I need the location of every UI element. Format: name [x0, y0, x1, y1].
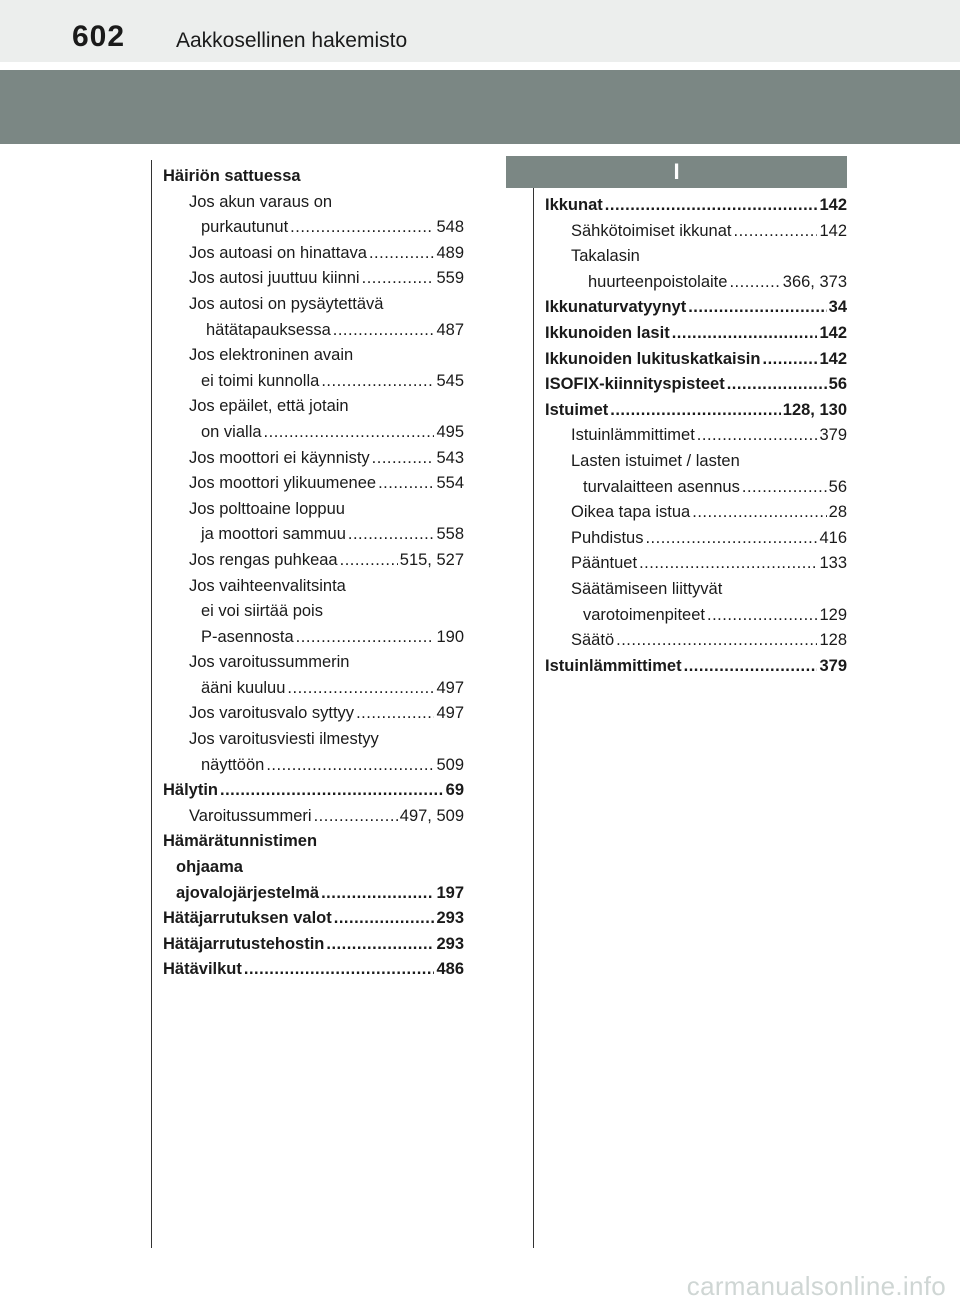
dot-leader — [266, 753, 434, 779]
index-entry-page: 558 — [436, 525, 464, 544]
index-entry — [163, 778, 464, 804]
index-entry — [163, 266, 464, 292]
dot-leader — [742, 475, 827, 501]
index-entry — [163, 446, 464, 472]
index-entry-page: 489 — [436, 243, 464, 262]
index-entry — [163, 548, 464, 574]
index-entry — [163, 164, 464, 190]
index-entry — [545, 603, 847, 629]
index-entry — [163, 369, 464, 395]
dot-leader — [372, 446, 435, 472]
dot-leader — [610, 398, 781, 424]
index-entry-text: näyttöön — [201, 755, 265, 774]
index-entry-page: 487 — [436, 320, 464, 339]
index-entry-page: 142 — [819, 349, 847, 368]
index-entry — [163, 804, 464, 830]
index-entry-page: 379 — [819, 656, 847, 675]
index-entry — [163, 625, 464, 651]
index-entry-text: Istuimet — [545, 400, 609, 419]
index-entry — [545, 628, 847, 654]
index-entry — [163, 318, 464, 344]
index-entry-text: Jos autoasi on hinattava — [189, 243, 367, 262]
index-entry — [163, 676, 464, 702]
index-entry — [545, 270, 847, 296]
dot-leader — [220, 778, 444, 804]
dot-leader — [707, 603, 817, 629]
page-header — [0, 0, 960, 62]
index-entry-page: 497 — [436, 678, 464, 697]
index-entry-page: 497 — [436, 704, 464, 723]
index-entry-text: ei voi siirtää pois — [201, 602, 323, 621]
index-entry — [545, 347, 847, 373]
index-entry-text: Jos moottori ylikuumenee — [189, 474, 377, 493]
index-entry — [163, 650, 464, 676]
index-entry-page: 486 — [436, 960, 464, 979]
index-entry — [545, 449, 847, 475]
dot-leader — [244, 957, 435, 983]
dot-leader — [605, 193, 818, 219]
index-entry — [545, 423, 847, 449]
index-entry-text: Ikkunat — [545, 196, 603, 214]
index-entry-text: varotoimenpiteet — [583, 605, 705, 624]
index-entry-page: 197 — [436, 883, 464, 902]
index-entry-text: Jos autosi on pysäytettävä — [189, 294, 384, 313]
dot-leader — [369, 241, 435, 267]
index-entry-text: Hätäjarrutustehostin — [163, 934, 325, 953]
index-entry — [545, 244, 847, 270]
dot-leader — [296, 625, 435, 651]
index-entry — [163, 753, 464, 779]
dot-leader — [639, 551, 817, 577]
index-entry-text: Jos varoitusviesti ilmestyy — [189, 730, 379, 749]
dot-leader — [762, 347, 817, 373]
dot-leader — [692, 500, 826, 526]
index-entry — [163, 855, 464, 881]
index-entry — [545, 372, 847, 398]
dot-leader — [734, 219, 818, 245]
index-entry-text: Oikea tapa istua — [571, 503, 691, 522]
index-entry-page: 497, 509 — [399, 806, 464, 825]
index-entry — [545, 577, 847, 603]
index-entry-text: Jos epäilet, että jotain — [189, 397, 349, 416]
index-entry-page: 142 — [819, 323, 847, 342]
dot-leader — [287, 676, 434, 702]
header-banner — [0, 70, 960, 144]
index-entry — [163, 497, 464, 523]
index-entry-text: Jos elektroninen avain — [189, 346, 354, 365]
index-entry-page: 128 — [819, 631, 847, 650]
index-entry — [163, 190, 464, 216]
index-entry-text: on vialla — [201, 422, 262, 441]
index-entry-text: Jos vaihteenvalitsinta — [189, 576, 346, 595]
dot-leader — [348, 522, 435, 548]
index-entry-page: 416 — [819, 528, 847, 547]
index-entry — [545, 654, 847, 680]
index-entry — [163, 471, 464, 497]
dot-leader — [326, 932, 434, 958]
index-entry-page: 293 — [436, 934, 464, 953]
index-entry-page: 495 — [436, 422, 464, 441]
index-entry-page: 366, 373 — [782, 272, 847, 291]
index-entry — [545, 526, 847, 552]
dot-leader — [314, 804, 398, 830]
dot-leader — [333, 318, 435, 344]
index-column-left — [163, 164, 464, 983]
index-entry-page: 142 — [819, 221, 847, 240]
index-entry — [163, 574, 464, 600]
index-entry — [545, 321, 847, 347]
index-entry — [163, 215, 464, 241]
index-entry — [163, 881, 464, 907]
index-entry-text: Sähkötoimiset ikkunat — [571, 221, 732, 240]
dot-leader — [321, 881, 434, 907]
index-entry-page: 548 — [436, 218, 464, 237]
index-entry-text: ei toimi kunnolla — [201, 371, 320, 390]
index-entry — [163, 420, 464, 446]
index-entry-text: Ikkunoiden lukituskatkaisin — [545, 349, 761, 368]
index-entry-text: ISOFIX-kiinnityspisteet — [545, 375, 725, 394]
dot-leader — [378, 471, 434, 497]
section-letter-header: I — [506, 156, 847, 188]
index-entry-text: hätätapauksessa — [206, 320, 331, 339]
dot-leader — [616, 628, 817, 654]
index-entry — [163, 394, 464, 420]
index-entry — [163, 343, 464, 369]
index-entry — [545, 295, 847, 321]
index-entry-page: 545 — [436, 371, 464, 390]
index-entry-text: Lasten istuimet / lasten — [571, 451, 740, 470]
index-entry-text: Puhdistus — [571, 528, 644, 547]
dot-leader — [340, 548, 398, 574]
index-entry-text: Jos rengas puhkeaa — [189, 550, 338, 569]
index-entry-page: 28 — [828, 503, 847, 522]
index-entry-text: Hälytin — [163, 781, 219, 800]
index-entry-text: P-asennosta — [201, 627, 294, 646]
page-title: Aakkosellinen hakemisto — [176, 29, 408, 52]
index-entry-text: Hätävilkut — [163, 960, 242, 979]
index-entry-page: 543 — [436, 448, 464, 467]
index-entry-page: 142 — [819, 196, 847, 214]
index-entry — [163, 829, 464, 855]
dot-leader — [356, 701, 434, 727]
index-entry-text: Säätö — [571, 631, 615, 650]
index-entry-page: 128, 130 — [782, 400, 847, 419]
index-entry — [163, 932, 464, 958]
dot-leader — [321, 369, 434, 395]
dot-leader — [334, 906, 435, 932]
index-entry-page: 293 — [436, 909, 464, 928]
index-entry-page: 56 — [828, 375, 847, 394]
index-entry-text: Varoitussummeri — [189, 806, 312, 825]
index-entry — [163, 957, 464, 983]
column-divider-middle — [533, 160, 534, 1248]
index-entry — [163, 727, 464, 753]
dot-leader — [688, 295, 826, 321]
index-entry-text: ja moottori sammuu — [201, 525, 346, 544]
index-entry-page: 509 — [436, 755, 464, 774]
index-entry-text: Jos autosi juuttuu kiinni — [189, 269, 360, 288]
dot-leader — [672, 321, 818, 347]
index-entry-text: Jos polttoaine loppuu — [189, 499, 345, 518]
index-entry-text: Takalasin — [571, 247, 640, 266]
index-entry-page: 379 — [819, 426, 847, 445]
dot-leader — [645, 526, 817, 552]
index-entry-text: Jos akun varaus on — [189, 192, 333, 211]
dot-leader — [727, 372, 827, 398]
index-entry-text: Häiriön sattuessa — [163, 167, 301, 185]
index-entry-page: 554 — [436, 474, 464, 493]
index-entry-text: Ikkunoiden lasit — [545, 323, 670, 342]
index-entry — [163, 599, 464, 625]
index-entry — [163, 522, 464, 548]
index-entry-text: Istuinlämmittimet — [545, 656, 682, 675]
dot-leader — [684, 654, 818, 680]
index-entry-page: 34 — [828, 298, 847, 317]
index-entry-page: 129 — [819, 605, 847, 624]
index-entry-text: ajovalojärjestelmä — [176, 883, 320, 902]
dot-leader — [290, 215, 434, 241]
index-entry-text: ääni kuuluu — [201, 678, 286, 697]
index-entry-page: 133 — [819, 554, 847, 573]
index-entry-text: Istuinlämmittimet — [571, 426, 695, 445]
dot-leader — [697, 423, 818, 449]
index-entry — [545, 475, 847, 501]
index-entry-text: Jos moottori ei käynnisty — [189, 448, 370, 467]
index-entry — [545, 500, 847, 526]
index-entry-text: huurteenpoistolaite — [588, 272, 728, 291]
dot-leader — [264, 420, 435, 446]
index-entry — [163, 292, 464, 318]
index-entry-text: ohjaama — [176, 858, 243, 877]
index-entry-text: Jos varoitusvalo syttyy — [189, 704, 355, 723]
index-entry-text: purkautunut — [201, 218, 289, 237]
index-entry-page: 190 — [436, 627, 464, 646]
index-entry-text: Hätäjarrutuksen valot — [163, 909, 332, 928]
index-entry — [545, 551, 847, 577]
index-entry — [163, 241, 464, 267]
index-entry — [545, 193, 847, 219]
index-entry-text: Ikkunaturvatyynyt — [545, 298, 687, 317]
index-entry-text: Säätämiseen liittyvät — [571, 579, 723, 598]
index-entry-page: 515, 527 — [399, 550, 464, 569]
column-divider-left — [151, 160, 152, 1248]
index-entry — [163, 701, 464, 727]
index-entry-page: 559 — [436, 269, 464, 288]
watermark: carmanualsonline.info — [686, 1271, 946, 1301]
dot-leader — [729, 270, 780, 296]
index-entry — [545, 398, 847, 424]
index-entry-text: Hämärätunnistimen — [163, 832, 318, 851]
index-entry-text: Jos varoitussummerin — [189, 653, 350, 672]
dot-leader — [362, 266, 435, 292]
index-entry — [163, 906, 464, 932]
index-column-right — [545, 193, 847, 679]
index-entry — [545, 219, 847, 245]
index-entry-text: Pääntuet — [571, 554, 638, 573]
page-number: 602 — [72, 20, 126, 53]
index-entry-page: 56 — [828, 477, 847, 496]
index-entry-page: 69 — [445, 781, 464, 800]
index-entry-text: turvalaitteen asennus — [583, 477, 740, 496]
